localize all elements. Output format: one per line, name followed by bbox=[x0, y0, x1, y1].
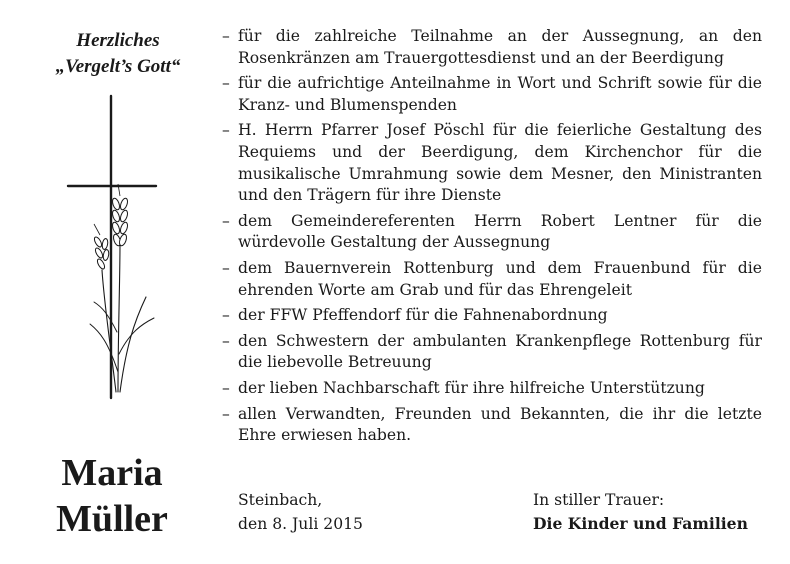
list-dash: – bbox=[222, 258, 230, 277]
deceased-last-name: Müller bbox=[56, 498, 168, 540]
thanks-list bbox=[222, 26, 762, 451]
date: den 8. Juli 2015 bbox=[238, 515, 363, 533]
thanks-item bbox=[222, 26, 762, 69]
thanks-item bbox=[222, 378, 762, 400]
mourning-label: In stiller Trauer: bbox=[533, 491, 665, 509]
thanks-item bbox=[222, 120, 762, 206]
deceased-first-name: Maria bbox=[61, 452, 163, 494]
thanks-item-text: für die zahlreiche Teilnahme an der Aussegnung, an den Rosenkränzen am Trauergottesdienst und an der Beerdigung bbox=[238, 27, 762, 67]
deceased-name bbox=[22, 450, 202, 542]
list-dash: – bbox=[222, 211, 230, 230]
place: Steinbach, bbox=[238, 491, 323, 509]
mourners bbox=[533, 488, 748, 536]
thanks-item bbox=[222, 258, 762, 301]
list-dash: – bbox=[222, 121, 230, 140]
heading bbox=[28, 28, 208, 80]
thanks-item-text: für die aufrichtige Anteilnahme in Wort und Schrift sowie für die Kranz- und Blumenspenden bbox=[238, 74, 762, 114]
list-dash: – bbox=[222, 331, 230, 350]
place-and-date bbox=[238, 488, 363, 536]
thanks-item-text: der lieben Nachbarschaft für ihre hilfreiche Unterstützung bbox=[238, 378, 705, 397]
thanks-item-text: den Schwestern der ambulanten Krankenpflege Rottenburg für die liebevolle Betreuung bbox=[238, 331, 762, 372]
thanks-item-text: dem Gemeindereferenten Herrn Robert Lentner für die würdevolle Gestaltung der Aussegnung bbox=[238, 211, 762, 252]
signature: Die Kinder und Familien bbox=[533, 514, 748, 533]
thanks-item bbox=[222, 73, 762, 116]
thanks-item-text: allen Verwandten, Freunden und Bekannten, die ihr die letzte Ehre erwiesen haben. bbox=[238, 404, 762, 445]
list-dash: – bbox=[222, 378, 230, 397]
list-dash: – bbox=[222, 74, 230, 93]
list-dash: – bbox=[222, 27, 230, 45]
thanks-item-text: H. Herrn Pfarrer Josef Pöschl für die feierliche Gestaltung des Requiems und der Beerdigung, dem Kirchenchor für die musikalische Umrahmung sowie dem Mesner, den Ministranten und den Trägern für ihre Dienste bbox=[238, 121, 762, 205]
thanks-item bbox=[222, 211, 762, 254]
list-dash: – bbox=[222, 404, 230, 423]
thanks-item bbox=[222, 331, 762, 374]
list-dash: – bbox=[222, 306, 230, 325]
cross-with-wheat-icon bbox=[60, 92, 170, 402]
thanks-item bbox=[222, 404, 762, 447]
thanks-item-text: dem Bauernverein Rottenburg und dem Frauenbund für die ehrenden Worte am Grab und für das Ehrengeleit bbox=[238, 258, 762, 299]
thanks-item-text: der FFW Pfeffendorf für die Fahnenabordnung bbox=[238, 306, 608, 325]
thanks-item bbox=[222, 305, 762, 327]
heading-line-1: Herzliches bbox=[76, 30, 160, 51]
heading-line-2: „Vergelt’s Gott“ bbox=[55, 56, 181, 77]
